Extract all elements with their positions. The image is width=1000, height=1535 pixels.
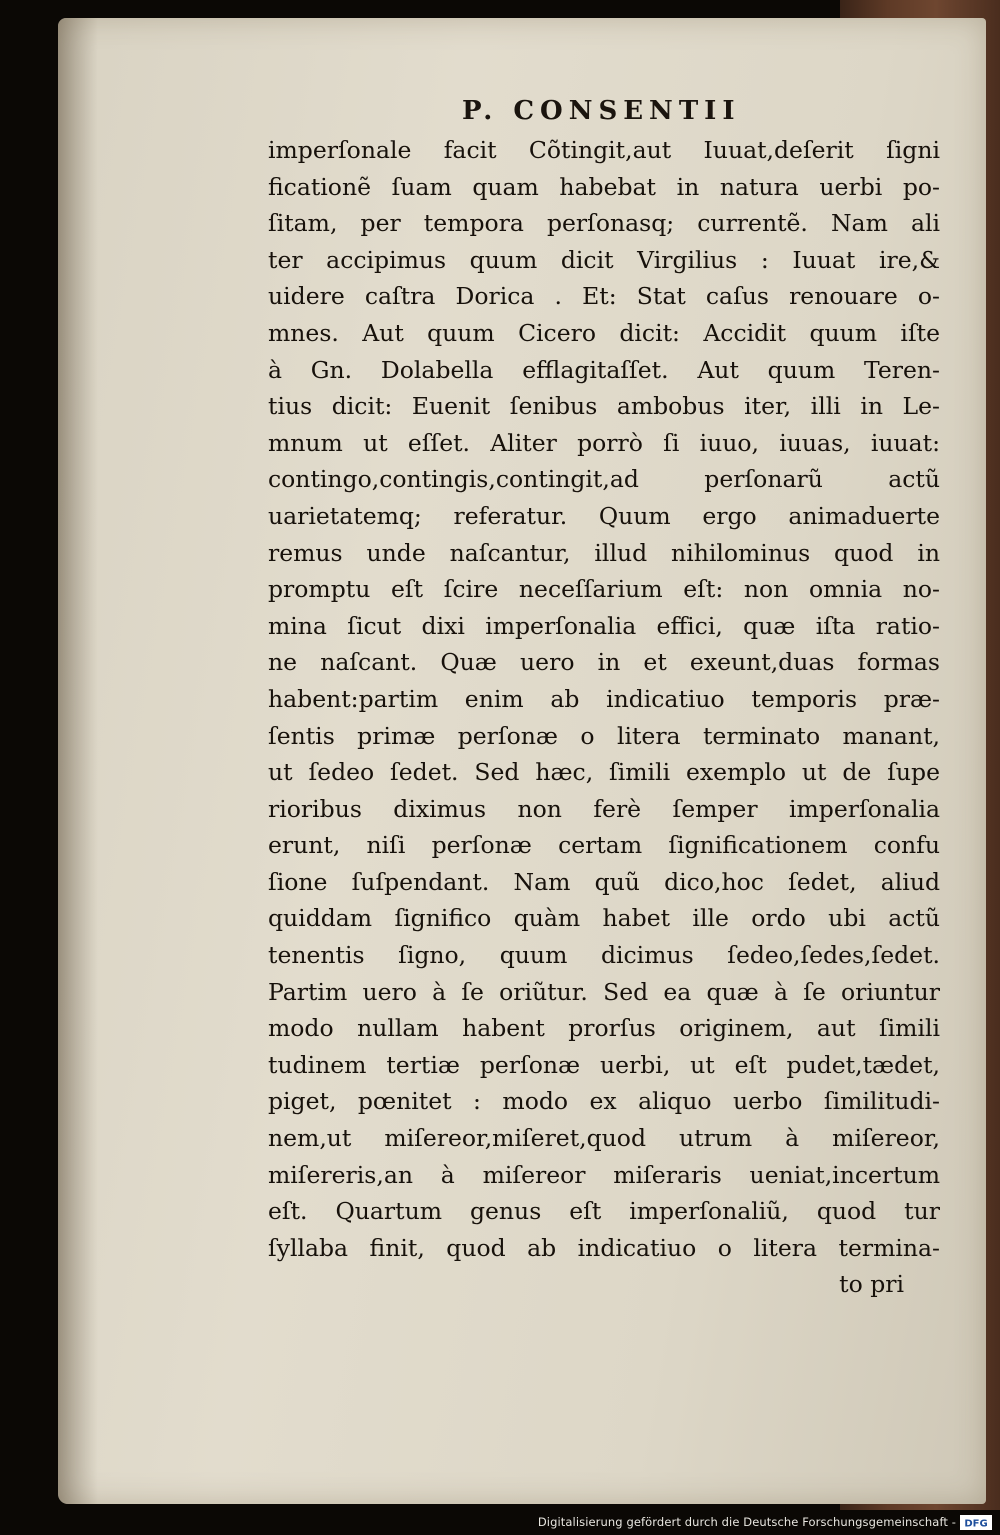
text-line: imperſonale facit Cõtingit,aut Iuuat,deſerit ſigni <box>268 136 940 164</box>
text-line: ficationẽ ſuam quam habebat in natura uerbi po- <box>268 172 940 201</box>
text-line: promptu eſt ſcire neceſſarium eſt: non omnia no- <box>268 575 940 604</box>
running-head: P. CONSENTII <box>462 96 741 126</box>
text-line: mnes. Aut quum Cicero dicit: Accidit quum iſte <box>268 318 940 347</box>
body-text <box>268 132 940 1303</box>
text-line: eſt. Quartum genus eſt imperſonaliũ, quod tur <box>268 1197 940 1226</box>
text-line: tudinem tertiæ perſonæ uerbi, ut eſt pudet,tædet, <box>268 1050 940 1079</box>
text-line: erunt, niſi perſonæ certam ſignificationem confu <box>268 831 940 860</box>
text-line: tenentis ſigno, quum dicimus ſedeo,ſedes,ſedet. <box>268 941 940 970</box>
page-gutter-shadow <box>58 18 98 1504</box>
text-line: ut ſedeo ſedet. Sed hæc, ſimili exemplo ut de ſupe <box>268 758 940 787</box>
digitization-footer <box>0 1510 1000 1535</box>
text-line: quiddam ſignifico quàm habet ille ordo ubi actũ <box>268 904 940 933</box>
text-line: miſereris,an à miſereor miſeraris ueniat,incertum <box>268 1160 940 1189</box>
text-line: ſitam, per tempora perſonasq; currentẽ. Nam ali <box>268 209 940 238</box>
dfg-logo-icon <box>960 1515 992 1530</box>
text-line: nem,ut miſereor,miſeret,quod utrum à miſereor, <box>268 1124 940 1153</box>
text-line: ne naſcant. Quæ uero in et exeunt,duas formas <box>268 648 940 677</box>
text-line: remus unde naſcantur, illud nihilominus quod in <box>268 538 940 567</box>
text-line: modo nullam habent prorſus originem, aut ſimili <box>268 1014 940 1043</box>
funding-credit: Digitalisierung gefördert durch die Deutsche Forschungsgemeinschaft - <box>537 1515 956 1529</box>
text-line: rioribus diximus non ferè ſemper imperſonalia <box>268 794 940 823</box>
text-line: tius dicit: Euenit ſenibus ambobus iter, illi in Le- <box>268 392 940 421</box>
text-line: ſentis primæ perſonæ o litera terminato manant, <box>268 721 940 750</box>
text-line: ſione ſuſpendant. Nam quũ dico,hoc ſedet, aliud <box>268 867 940 896</box>
text-line: habent:partim enim ab indicatiuo temporis præ- <box>268 684 940 713</box>
text-line: piget, pœnitet : modo ex aliquo uerbo ſimilitudi- <box>268 1087 940 1116</box>
svg-text:DFG: DFG <box>964 1518 988 1530</box>
text-line: contingo,contingis,contingit,ad perſonarũ actũ <box>268 465 940 494</box>
text-line: mina ſicut dixi imperſonalia effici, quæ iſta ratio- <box>268 611 940 640</box>
text-line: mnum ut eſſet. Aliter porrò ſi iuuo, iuuas, iuuat: <box>268 428 940 457</box>
text-line: Partim uero à ſe oriũtur. Sed ea quæ à ſe oriuntur <box>268 977 940 1006</box>
text-line: uidere caſtra Dorica . Et: Stat caſus renouare o- <box>268 282 940 311</box>
text-line: ſyllaba finit, quod ab indicatiuo o litera termina- <box>268 1233 940 1262</box>
text-line: à Gn. Dolabella efflagitaſſet. Aut quum Teren- <box>268 355 940 384</box>
text-line: uarietatemq; referatur. Quum ergo animaduerte <box>268 501 940 530</box>
catchword: to pri <box>839 1270 904 1299</box>
text-line: ter accipimus quum dicit Virgilius : Iuuat ire,& <box>268 245 940 274</box>
